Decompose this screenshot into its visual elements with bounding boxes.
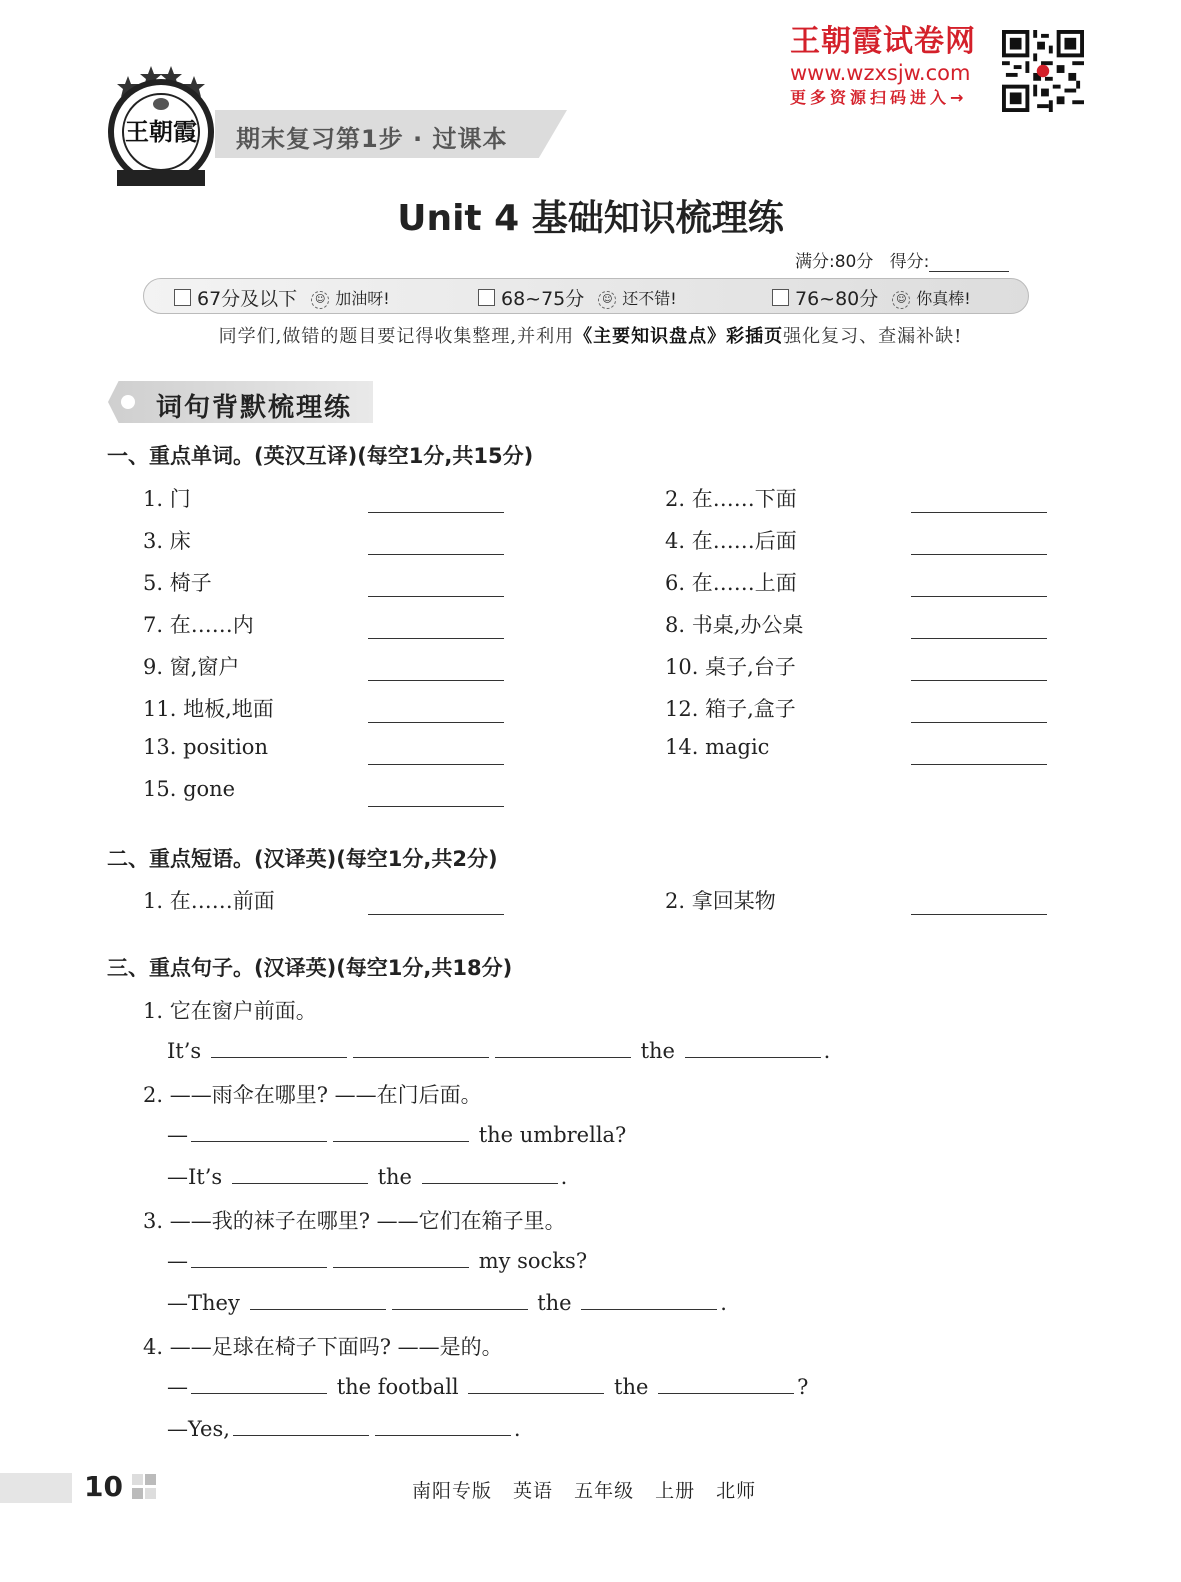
- footer-info: 南阳专版 英语 五年级 上册 北师: [412, 1480, 757, 1502]
- answer-blank[interactable]: [232, 1163, 368, 1184]
- answer-blank[interactable]: [495, 1037, 631, 1058]
- answer-blank[interactable]: [581, 1289, 717, 1310]
- part1-heading: 一、重点单词。(英汉互译)(每空1分,共15分): [107, 444, 534, 468]
- publisher-seal-logo: [105, 66, 217, 190]
- dash: —: [167, 1249, 188, 1273]
- answer-blank[interactable]: [191, 1247, 327, 1268]
- answer-blank[interactable]: [250, 1289, 386, 1310]
- dash: —: [167, 1375, 188, 1399]
- footer-decor: [145, 1488, 156, 1499]
- punctuation: .: [720, 1291, 727, 1315]
- section-tag-dot: [121, 395, 135, 409]
- answer-blank[interactable]: [233, 1415, 369, 1436]
- word-item: 11. 地板,地面: [143, 697, 274, 721]
- answer-blank[interactable]: [392, 1289, 528, 1310]
- checkbox[interactable]: [174, 289, 191, 306]
- answer-blank[interactable]: [468, 1373, 604, 1394]
- answer-blank[interactable]: [911, 596, 1047, 597]
- sentence-prompt: 3. ——我的袜子在哪里? ——它们在箱子里。: [143, 1209, 566, 1233]
- answer-blank[interactable]: [368, 596, 504, 597]
- answer-word: my socks?: [478, 1249, 588, 1273]
- answer-blank[interactable]: [911, 722, 1047, 723]
- word-item: 13. position: [143, 735, 268, 759]
- got-score-label: 得分:: [889, 252, 930, 272]
- answer-blank[interactable]: [211, 1037, 347, 1058]
- part3-heading: 三、重点句子。(汉译英)(每空1分,共18分): [107, 956, 513, 980]
- checkbox[interactable]: [772, 289, 789, 306]
- answer-blank[interactable]: [368, 512, 504, 513]
- grade-range: 76~80分: [795, 288, 879, 310]
- answer-word: —It’s: [167, 1165, 223, 1189]
- grade-cheer: 你真棒!: [916, 289, 971, 308]
- answer-line: [167, 1373, 808, 1399]
- word-item: 1. 门: [143, 487, 191, 511]
- svg-text:王朝霞: 王朝霞: [125, 117, 197, 146]
- answer-blank[interactable]: [911, 680, 1047, 681]
- answer-blank[interactable]: [911, 638, 1047, 639]
- answer-blank[interactable]: [191, 1121, 327, 1142]
- answer-blank[interactable]: [333, 1121, 469, 1142]
- word-item: 14. magic: [665, 735, 770, 759]
- answer-blank[interactable]: [911, 512, 1047, 513]
- sentence-prompt: 1. 它在窗户前面。: [143, 999, 317, 1023]
- brand-name: 王朝霞试卷网: [790, 24, 976, 59]
- answer-line: [167, 1121, 626, 1147]
- punctuation: ?: [797, 1375, 809, 1399]
- answer-blank[interactable]: [375, 1415, 511, 1436]
- brand-url[interactable]: www.wzxsjw.com: [790, 61, 971, 85]
- answer-line: [167, 1163, 567, 1189]
- word-item: 9. 窗,窗户: [143, 655, 240, 679]
- smile-face-icon: ☺: [598, 287, 616, 309]
- phrase-item: 1. 在……前面: [143, 889, 275, 913]
- smile-face-icon: ☺: [892, 287, 910, 309]
- answer-blank[interactable]: [368, 554, 504, 555]
- word-item: 15. gone: [143, 777, 236, 801]
- answer-line: [167, 1037, 830, 1063]
- sentence-prompt: 4. ——足球在椅子下面吗? ——是的。: [143, 1335, 503, 1359]
- tip-text: 同学们,做错的题目要记得收集整理,并利用: [218, 326, 575, 347]
- answer-blank[interactable]: [368, 806, 504, 807]
- punctuation: .: [823, 1039, 831, 1063]
- answer-word: —Yes,: [167, 1417, 230, 1441]
- series-banner-text: 期末复习第1步 · 过课本: [236, 125, 508, 153]
- section-tag-text: 词句背默梳理练: [156, 393, 353, 423]
- word-item: 12. 箱子,盒子: [665, 697, 796, 721]
- full-score: 满分:80分: [795, 252, 874, 272]
- punctuation: .: [513, 1417, 521, 1441]
- answer-blank[interactable]: [353, 1037, 489, 1058]
- footer-bar: [0, 1473, 72, 1503]
- answer-word: the: [614, 1375, 649, 1399]
- answer-blank[interactable]: [911, 764, 1047, 765]
- page-number: 10: [84, 1470, 123, 1503]
- answer-blank[interactable]: [333, 1247, 469, 1268]
- answer-word: It’s: [167, 1039, 202, 1063]
- answer-blank[interactable]: [422, 1163, 558, 1184]
- answer-word: —They: [167, 1291, 240, 1315]
- checkbox[interactable]: [478, 289, 495, 306]
- answer-line: [167, 1289, 727, 1315]
- sentence-prompt: 2. ——雨伞在哪里? ——在门后面。: [143, 1083, 482, 1107]
- answer-blank[interactable]: [368, 680, 504, 681]
- word-item: 5. 椅子: [143, 571, 212, 595]
- answer-line: [167, 1415, 521, 1441]
- answer-blank[interactable]: [191, 1373, 327, 1394]
- grade-option[interactable]: [174, 284, 390, 311]
- footer-decor: [132, 1474, 143, 1485]
- answer-blank[interactable]: [911, 914, 1047, 915]
- grade-range: 68~75分: [501, 288, 585, 310]
- word-item: 2. 在……下面: [665, 487, 797, 511]
- footer-decor: [145, 1474, 156, 1485]
- answer-blank[interactable]: [368, 722, 504, 723]
- answer-blank[interactable]: [368, 914, 504, 915]
- punctuation: .: [560, 1165, 568, 1189]
- qr-code-icon[interactable]: [1002, 30, 1084, 112]
- answer-word: the football: [336, 1375, 459, 1399]
- part2-heading: 二、重点短语。(汉译英)(每空1分,共2分): [107, 847, 498, 871]
- word-item: 8. 书桌,办公桌: [665, 613, 804, 637]
- word-item: 4. 在……后面: [665, 529, 797, 553]
- word-item: 6. 在……上面: [665, 571, 797, 595]
- score-line: [795, 247, 1009, 272]
- answer-blank[interactable]: [368, 764, 504, 765]
- word-item: 10. 桌子,台子: [665, 655, 796, 679]
- phrase-item: 2. 拿回某物: [665, 889, 776, 913]
- answer-blank[interactable]: [368, 638, 504, 639]
- answer-word: the: [640, 1039, 675, 1063]
- footer-decor: [132, 1488, 143, 1499]
- brand-more-text: 更多资源扫码进入→: [790, 88, 968, 107]
- answer-blank[interactable]: [685, 1037, 821, 1058]
- answer-blank[interactable]: [911, 554, 1047, 555]
- smile-face-icon: ☺: [311, 287, 329, 309]
- answer-blank[interactable]: [658, 1373, 794, 1394]
- answer-word: the umbrella?: [478, 1123, 627, 1147]
- answer-line: [167, 1247, 587, 1273]
- tip-bold-text: 《主要知识盘点》彩插页: [574, 326, 784, 347]
- dash: —: [167, 1123, 188, 1147]
- grade-cheer: 还不错!: [622, 289, 677, 308]
- grade-cheer: 加油呀!: [335, 289, 390, 308]
- score-blank[interactable]: [929, 253, 1009, 272]
- answer-word: the: [537, 1291, 572, 1315]
- grade-option[interactable]: [772, 284, 971, 311]
- word-item: 3. 床: [143, 529, 191, 553]
- word-item: 7. 在……内: [143, 613, 254, 637]
- page-title: Unit 4 基础知识梳理练: [397, 198, 784, 239]
- tip-text-end: 强化复习、查漏补缺!: [783, 326, 963, 347]
- brand-block: [790, 24, 996, 110]
- grade-range: 67分及以下: [197, 288, 298, 310]
- answer-word: the: [377, 1165, 412, 1189]
- grade-option[interactable]: [478, 284, 677, 311]
- study-tip: [0, 322, 1181, 348]
